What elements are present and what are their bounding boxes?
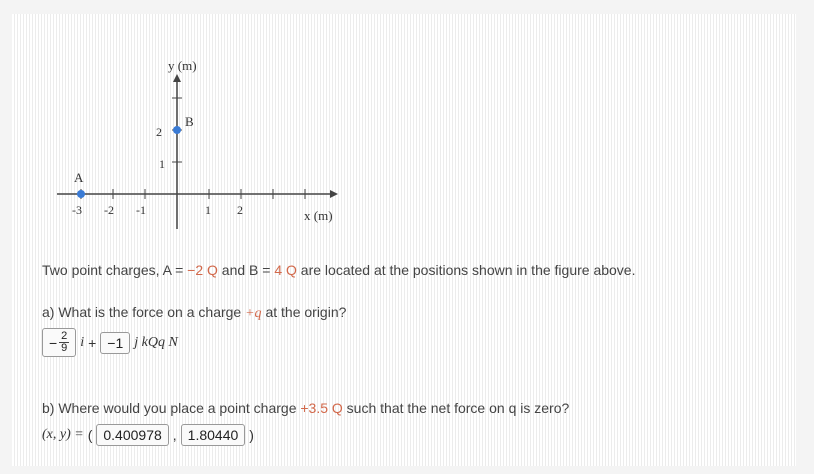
y-tick-label: 2: [156, 125, 162, 139]
charge-b-point: [173, 126, 181, 134]
intro-mid: and B =: [217, 262, 275, 278]
part-a-suffix: at the origin?: [261, 304, 347, 320]
part-b-question: [42, 400, 569, 416]
part-b-prefix: b) Where would you place a point charge: [42, 400, 301, 416]
comma: ,: [172, 427, 177, 443]
coordinate-label: (x, y) =: [42, 427, 84, 442]
close-paren: ): [249, 427, 254, 443]
question-panel: [12, 14, 796, 466]
x-axis-label: x (m): [304, 208, 333, 223]
part-b-suffix: such that the net force on q is zero?: [342, 400, 570, 416]
y-axis-label: y (m): [168, 58, 197, 73]
intro-suffix: are located at the positions shown in the figure above.: [296, 262, 636, 278]
charge-b-value: 4 Q: [274, 262, 297, 278]
y-tick-label: 1: [159, 157, 165, 171]
plus-sign: +: [88, 334, 97, 351]
fraction-denominator: 9: [61, 342, 68, 354]
part-b-answer: [42, 424, 254, 446]
i-unit: i: [80, 334, 85, 350]
j-component-field[interactable]: −1: [100, 332, 130, 354]
part-a-charge: +q: [245, 306, 262, 321]
j-unit-suffix: j kQq N: [134, 334, 178, 350]
y-axis-arrow: [173, 74, 181, 82]
part-a-prefix: a) What is the force on a charge: [42, 304, 246, 320]
intro-prefix: Two point charges, A =: [42, 262, 188, 278]
charge-b-label: B: [185, 114, 194, 129]
x-tick-label: -3: [72, 203, 82, 217]
x-tick-label: 1: [205, 203, 211, 217]
x-tick-label: -2: [104, 203, 114, 217]
charge-a-point: [77, 190, 85, 198]
charge-a-value: −2 Q: [187, 262, 218, 278]
x-axis-arrow: [330, 190, 338, 198]
x-tick-label: -1: [136, 203, 146, 217]
part-a-question: [42, 304, 346, 322]
x-coordinate-field[interactable]: 0.400978: [96, 424, 168, 446]
i-component-field[interactable]: [42, 328, 76, 357]
x-tick-label: 2: [237, 203, 243, 217]
y-coordinate-field[interactable]: 1.80440: [181, 424, 246, 446]
fraction: [59, 331, 69, 354]
charge-a-label: A: [74, 170, 84, 185]
open-paren: (: [87, 427, 93, 443]
problem-statement: [42, 262, 635, 278]
fraction-numerator: 2: [61, 330, 68, 342]
minus-sign: −: [49, 334, 58, 351]
part-b-charge: +3.5 Q: [300, 400, 343, 416]
part-a-answer: [42, 328, 178, 357]
charge-position-figure: [52, 54, 352, 234]
